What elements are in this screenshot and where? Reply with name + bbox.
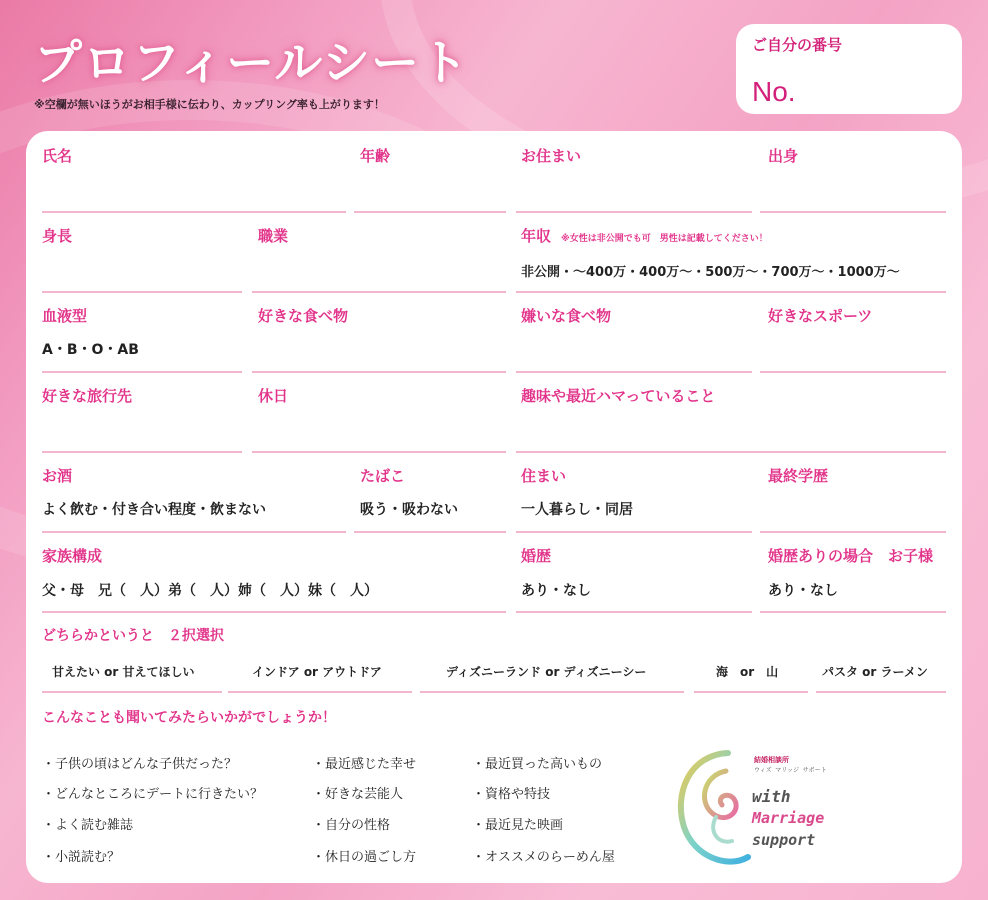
hometown-field[interactable]: [760, 211, 946, 213]
questions-title: こんなことも聞いてみたらいかがでしょうか！: [42, 710, 336, 726]
marriage-options[interactable]: あり・なし: [521, 583, 591, 599]
question-item: ・自分の性格: [312, 818, 391, 833]
logo-text-kana: ウィズ マリッジ サポート: [754, 767, 827, 774]
choice-item[interactable]: パスタ or ラーメン: [822, 665, 928, 679]
height-label: 身長: [42, 227, 73, 245]
blood-field[interactable]: [42, 371, 242, 373]
family-field[interactable]: [42, 611, 506, 613]
name-field[interactable]: [42, 211, 346, 213]
living-options[interactable]: 一人暮らし・同居: [521, 502, 633, 518]
choices-title: どちらかというと ２択選択: [42, 628, 224, 644]
children-field[interactable]: [760, 611, 946, 613]
children-label: 婚歴ありの場合 お子様: [768, 547, 934, 565]
question-item: ・よく読む雑誌: [42, 818, 134, 833]
question-item: ・子供の頃はどんな子供だった？: [42, 757, 238, 772]
number-box: [736, 24, 962, 114]
children-options[interactable]: あり・なし: [768, 583, 838, 599]
family-options[interactable]: 父・母 兄（ 人）弟（ 人）姉（ 人）妹（ 人）: [42, 583, 378, 599]
height-field[interactable]: [42, 291, 242, 293]
occupation-field[interactable]: [252, 291, 506, 293]
number-label: ご自分の番号: [752, 36, 843, 54]
dislike-food-label: 嫌いな食べ物: [521, 307, 612, 325]
logo-text-support: support: [752, 831, 816, 849]
question-item: ・最近見た映画: [472, 818, 564, 833]
income-field[interactable]: [516, 291, 946, 293]
header-note: ※空欄が無いほうがお相手様に伝わり、カップリング率も上がります！: [34, 98, 385, 111]
holiday-label: 休日: [258, 387, 289, 405]
page-title: プロフィールシート: [34, 35, 470, 91]
fav-travel-field[interactable]: [42, 451, 242, 453]
profile-form: [26, 131, 962, 883]
number-field[interactable]: No.: [752, 76, 796, 107]
income-label-text: 年収: [521, 227, 552, 245]
alcohol-label: お酒: [42, 467, 73, 485]
tobacco-label: たばこ: [360, 467, 406, 485]
marriage-field[interactable]: [516, 611, 752, 613]
question-item: ・資格や特技: [472, 787, 551, 802]
logo-text-with: with: [752, 787, 791, 806]
choice-field[interactable]: [228, 691, 412, 693]
fav-travel-label: 好きな旅行先: [42, 387, 133, 405]
question-item: ・どんなところにデートに行きたい？: [42, 787, 264, 802]
living-field[interactable]: [516, 531, 752, 533]
question-item: ・最近買った高いもの: [472, 757, 603, 772]
residence-label: お住まい: [521, 147, 582, 165]
hobby-label: 趣味や最近ハマっていること: [521, 387, 716, 405]
hometown-label: 出身: [768, 147, 799, 165]
education-field[interactable]: [760, 531, 946, 533]
age-field[interactable]: [354, 211, 506, 213]
tobacco-field[interactable]: [354, 531, 506, 533]
choice-field[interactable]: [420, 691, 684, 693]
question-item: ・オススメのらーめん屋: [472, 850, 615, 865]
income-note: ※女性は非公開でも可 男性は記載してください！: [561, 234, 768, 244]
alcohol-field[interactable]: [42, 531, 346, 533]
name-label: 氏名: [42, 147, 73, 165]
living-label: 住まい: [521, 467, 567, 485]
choice-field[interactable]: [816, 691, 946, 693]
age-label: 年齢: [360, 147, 391, 165]
marriage-history-label: 婚歴: [521, 547, 552, 565]
blood-type-label: 血液型: [42, 307, 88, 325]
choice-field[interactable]: [694, 691, 808, 693]
hobby-field[interactable]: [516, 451, 946, 453]
fav-food-label: 好きな食べ物: [258, 307, 349, 325]
education-label: 最終学歴: [768, 467, 829, 485]
blood-options[interactable]: A・B・O・AB: [42, 342, 139, 358]
holiday-field[interactable]: [252, 451, 506, 453]
choice-item[interactable]: 甘えたい or 甘えてほしい: [52, 665, 195, 679]
income-options[interactable]: 非公開・～400万・400万～・500万～・700万～・1000万～: [521, 265, 900, 280]
question-item: ・好きな芸能人: [312, 787, 404, 802]
occupation-label: 職業: [258, 227, 289, 245]
logo-text-jp: 結婚相談所: [754, 756, 789, 764]
choice-item[interactable]: 海 or 山: [716, 665, 779, 679]
fav-sports-field[interactable]: [760, 371, 946, 373]
income-label: [521, 225, 768, 246]
question-item: ・休日の過ごし方: [312, 850, 417, 865]
choice-field[interactable]: [42, 691, 222, 693]
dislike-food-field[interactable]: [516, 371, 752, 373]
choice-item[interactable]: ディズニーランド or ディズニーシー: [446, 665, 647, 679]
fav-sports-label: 好きなスポーツ: [768, 307, 873, 325]
family-label: 家族構成: [42, 547, 103, 565]
question-item: ・小説読む？: [42, 850, 121, 865]
company-logo: [668, 745, 858, 875]
question-item: ・最近感じた幸せ: [312, 757, 417, 772]
logo-text-marriage: Marriage: [752, 809, 825, 827]
tobacco-options[interactable]: 吸う・吸わない: [360, 502, 458, 518]
residence-field[interactable]: [516, 211, 752, 213]
choice-item[interactable]: インドア or アウトドア: [252, 665, 382, 679]
fav-food-field[interactable]: [252, 371, 506, 373]
alcohol-options[interactable]: よく飲む・付き合い程度・飲まない: [42, 502, 266, 518]
